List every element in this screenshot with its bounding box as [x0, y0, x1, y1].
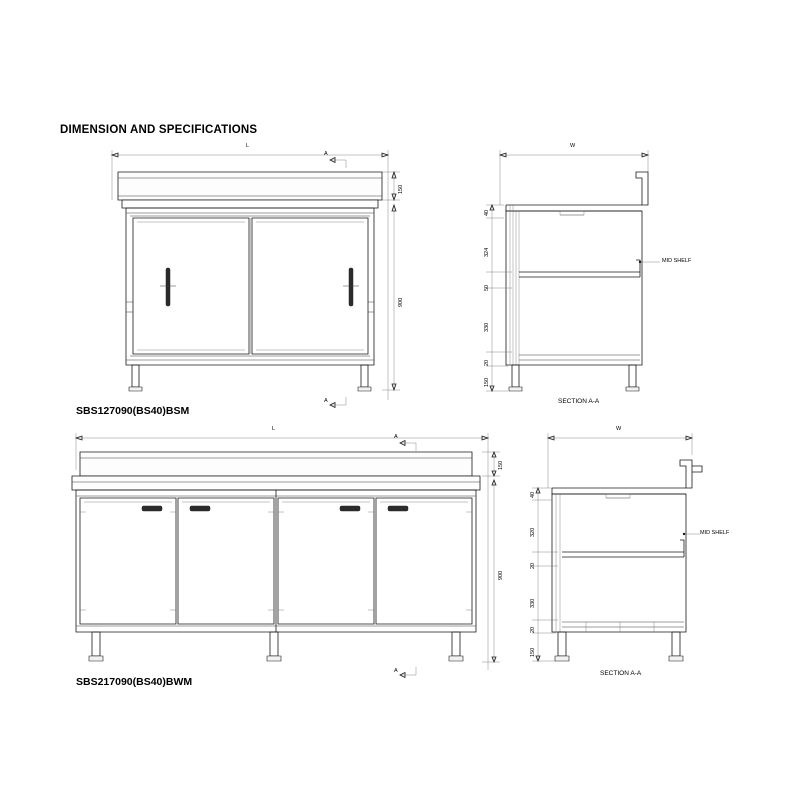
bottom-front-elevation: [72, 433, 500, 678]
bottom-section-dim-150: 150: [530, 647, 536, 657]
bottom-unit-model-label: SBS217090(BS40)BWM: [76, 676, 193, 688]
top-front-section-mark-a2: A: [324, 398, 328, 404]
top-section-view: [486, 150, 660, 391]
bottom-section-dim-width: W: [616, 426, 622, 432]
top-section-dim-50: 50: [484, 284, 490, 291]
bottom-section-caption: SECTION A-A: [600, 670, 642, 677]
bottom-section-dim-40: 40: [530, 491, 536, 498]
top-section-dim-width: W: [570, 143, 576, 149]
page-title: DIMENSION AND SPECIFICATIONS: [60, 124, 258, 136]
top-unit-model-label: SBS127090(BS40)BSM: [76, 405, 190, 417]
bottom-front-section-mark-a2: A: [394, 668, 398, 674]
top-section-dim-324: 324: [484, 247, 490, 257]
bottom-section-dim-20b: 20: [530, 626, 536, 633]
top-front-dim-length: L: [246, 143, 250, 149]
bottom-front-dim-150: 150: [498, 460, 504, 470]
bottom-front-dim-900: 900: [498, 570, 504, 580]
top-section-dim-150: 150: [484, 377, 490, 387]
top-front-dim-150: 150: [398, 184, 404, 194]
top-section-dim-330: 330: [484, 322, 490, 332]
bottom-section-dim-330: 330: [530, 598, 536, 608]
bottom-front-dim-length: L: [272, 426, 276, 432]
bottom-front-section-mark-a1: A: [394, 434, 398, 440]
top-front-dim-900: 900: [398, 297, 404, 307]
bottom-section-view: [532, 433, 702, 661]
top-section-caption: SECTION A-A: [558, 398, 600, 405]
top-section-dim-40: 40: [484, 209, 490, 216]
top-front-elevation: [112, 150, 400, 408]
top-section-dim-20: 20: [484, 359, 490, 366]
bottom-section-callout-mid-shelf: MID SHELF: [700, 530, 730, 536]
top-front-section-mark-a1: A: [324, 151, 328, 157]
top-section-callout-mid-shelf: MID SHELF: [662, 258, 692, 264]
bottom-section-dim-20: 20: [530, 562, 536, 569]
bottom-section-dim-320: 320: [530, 527, 536, 537]
